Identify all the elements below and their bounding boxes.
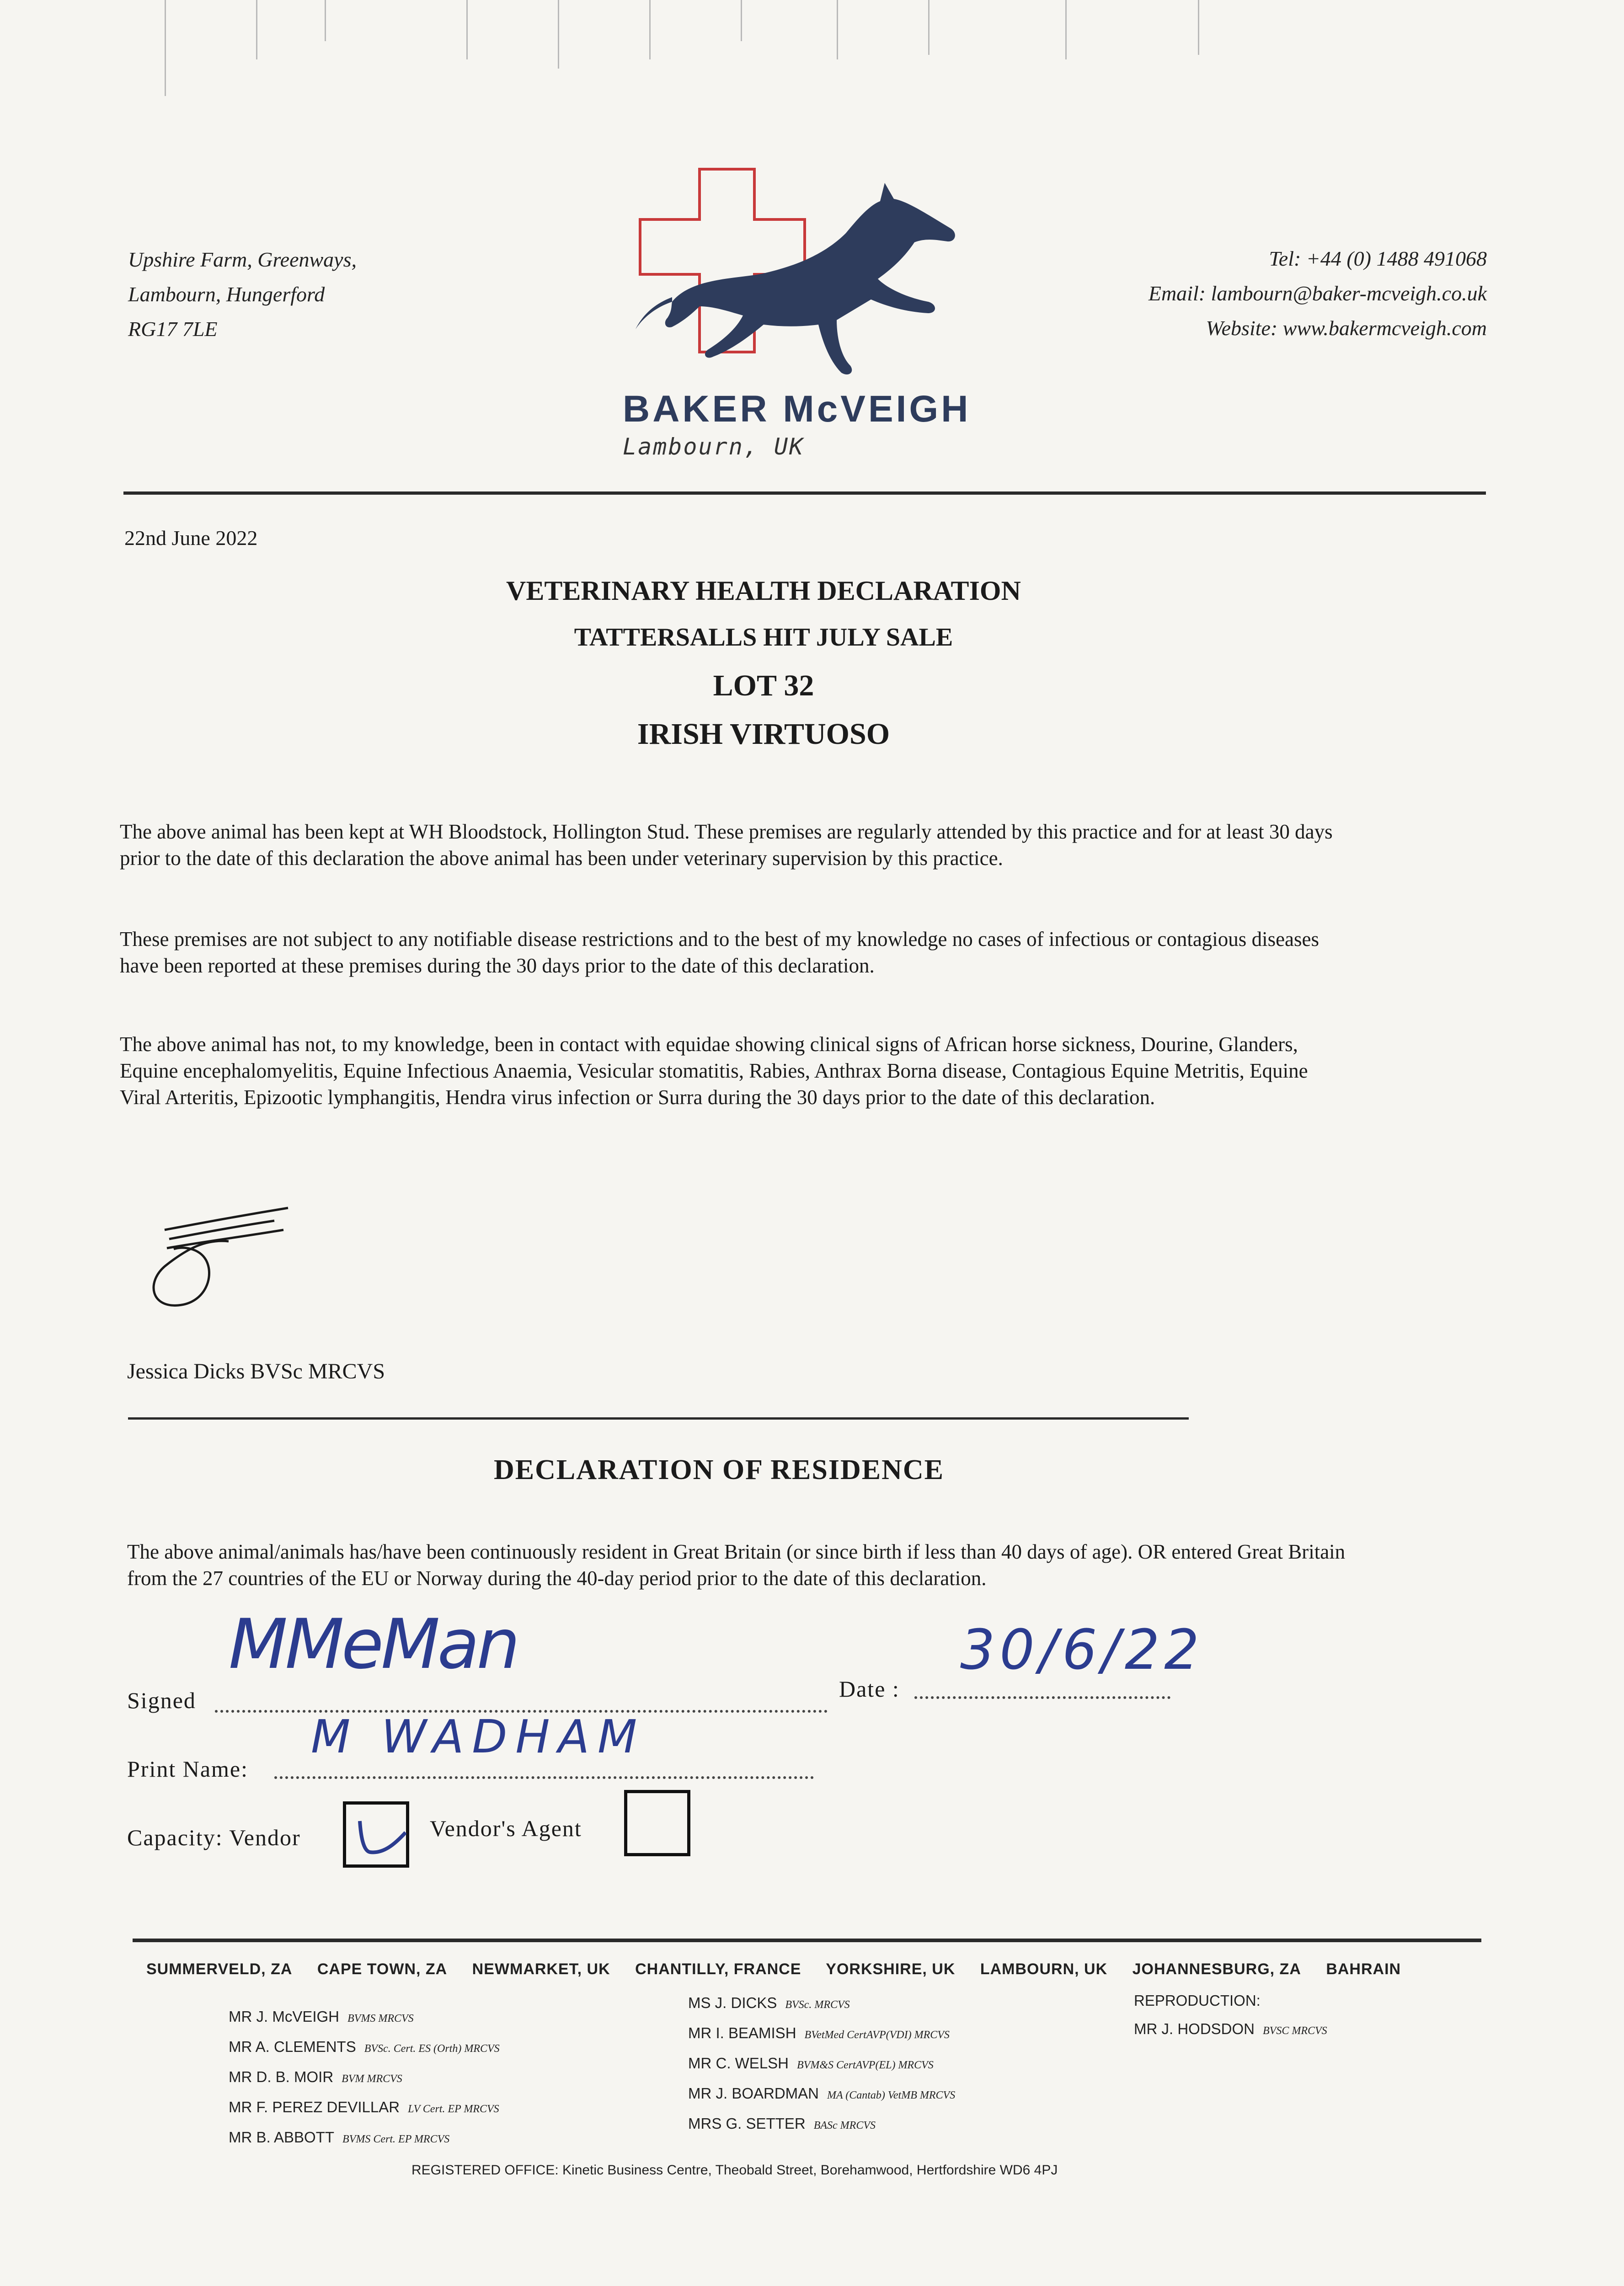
staff-member: MR J. McVEIGH BVMS MRCVS <box>229 2008 414 2025</box>
signed-label: Signed <box>127 1688 196 1713</box>
staff-member: MR J. BOARDMAN MA (Cantab) VetMB MRCVS <box>688 2085 956 2102</box>
print-name-label: Print Name: <box>127 1756 249 1782</box>
letterhead-address <box>128 242 357 347</box>
capacity-label: Capacity: Vendor <box>127 1825 301 1850</box>
staff-member: MR A. CLEMENTS BVSc. Cert. ES (Orth) MRCVS <box>229 2038 500 2055</box>
date-label: Date : <box>839 1676 900 1702</box>
address-line: Upshire Farm, Greenways, <box>128 248 357 271</box>
staff-column <box>1134 1987 1327 2045</box>
date-line <box>914 1696 1170 1699</box>
office-location: CHANTILLY, FRANCE <box>635 1960 801 1978</box>
vet-name: Jessica Dicks BVSc MRCVS <box>127 1359 385 1383</box>
contact-website: Website: www.bakermcveigh.com <box>1206 316 1487 340</box>
vendor-signature: MMeMan <box>229 1605 518 1684</box>
contact-email: Email: lambourn@baker-mcveigh.co.uk <box>1148 282 1487 305</box>
office-location: LAMBOURN, UK <box>980 1960 1108 1978</box>
office-location: CAPE TOWN, ZA <box>317 1960 448 1978</box>
residence-paragraph: The above animal/animals has/have been continuously resident in Great Britain (or since birth if less than 40 days of age). OR entered Great Britain from the 27 countries of the EU or Norway during the 40-day period prior to the date of this declaration. <box>127 1540 1346 1590</box>
declaration-paragraph: The above animal has not, to my knowledge, been in contact with equidae showing clinical signs of African horse sickness, Dourine, Glanders, Equine encephalomyelitis, Equine Infectious Anaemia, Vesicular stomatitis, Rabies, Anthrax Borna disease, Contagious Equine Metritis, Equine Viral Arteritis, Epizootic lymphangitis, Hendra virus infection or Surra during the 30 days prior to the date of this declaration. <box>120 1033 1308 1109</box>
office-location: NEWMARKET, UK <box>472 1960 610 1978</box>
footer-divider <box>133 1939 1481 1942</box>
vendor-checkbox[interactable] <box>343 1801 409 1868</box>
office-location: JOHANNESBURG, ZA <box>1132 1960 1301 1978</box>
staff-member: MR D. B. MOIR BVM MRCVS <box>229 2068 402 2085</box>
vendors-agent-label: Vendor's Agent <box>430 1816 582 1841</box>
letterhead-contact <box>1149 241 1487 346</box>
brand-name: BAKER McVEIGH <box>623 388 971 430</box>
declaration-paragraph: These premises are not subject to any notifiable disease restrictions and to the best of my knowledge no cases of infectious or contagious diseases have been reported at these premises during the 30 days prior to the date of this declaration. <box>120 928 1320 977</box>
section-divider <box>128 1417 1189 1420</box>
print-name-line <box>274 1776 814 1779</box>
office-location: YORKSHIRE, UK <box>826 1960 956 1978</box>
residence-title: DECLARATION OF RESIDENCE <box>494 1454 945 1485</box>
address-line: Lambourn, Hungerford <box>128 283 325 306</box>
printed-name: M WADHAM <box>311 1710 646 1763</box>
office-location: BAHRAIN <box>1326 1960 1401 1978</box>
horse-name: IRISH VIRTUOSO <box>637 717 890 751</box>
staff-member: MR C. WELSH BVM&S CertAVP(EL) MRCVS <box>688 2055 934 2072</box>
signature-date: 30/6/22 <box>960 1618 1204 1682</box>
office-locations <box>146 1960 1421 1978</box>
staff-member: MR J. HODSDON BVSC MRCVS <box>1134 2020 1327 2037</box>
staff-member: MS J. DICKS BVSc. MRCVS <box>688 1994 850 2011</box>
brand-location: Lambourn, UK <box>623 433 805 460</box>
document-date: 22nd June 2022 <box>124 526 258 550</box>
declaration-paragraph: The above animal has been kept at WH Bloodstock, Hollington Stud. These premises are regularly attended by this practice and for at least 30 days prior to the date of this declaration the above animal has been under veterinary supervision by this practice. <box>120 820 1333 870</box>
vet-signature <box>137 1198 302 1317</box>
staff-member: MRS G. SETTER BASc MRCVS <box>688 2115 876 2132</box>
document-title: VETERINARY HEALTH DECLARATION <box>506 576 1021 606</box>
staff-member: MR F. PEREZ DEVILLAR LV Cert. EP MRCVS <box>229 2099 499 2115</box>
staff-column <box>688 1989 955 2140</box>
sale-name: TATTERSALLS HIT JULY SALE <box>574 623 953 652</box>
staff-member: MR I. BEAMISH BVetMed CertAVP(VDI) MRCVS <box>688 2024 950 2041</box>
address-line: RG17 7LE <box>128 317 218 341</box>
check-icon <box>352 1812 406 1862</box>
office-location: SUMMERVELD, ZA <box>146 1960 293 1978</box>
contact-phone: Tel: +44 (0) 1488 491068 <box>1269 247 1487 270</box>
letterhead-divider <box>123 491 1486 495</box>
cross-and-galloping-horse-logo <box>622 165 997 384</box>
staff-column <box>229 2003 500 2153</box>
registered-office: REGISTERED OFFICE: Kinetic Business Centre, Theobald Street, Borehamwood, Hertfordshire WD6 4PJ <box>411 2163 1058 2178</box>
staff-heading: REPRODUCTION: <box>1134 1992 1261 2009</box>
lot-number: LOT 32 <box>713 669 814 702</box>
staff-member: MR B. ABBOTT BVMS Cert. EP MRCVS <box>229 2129 450 2146</box>
vendors-agent-checkbox[interactable] <box>624 1790 690 1856</box>
